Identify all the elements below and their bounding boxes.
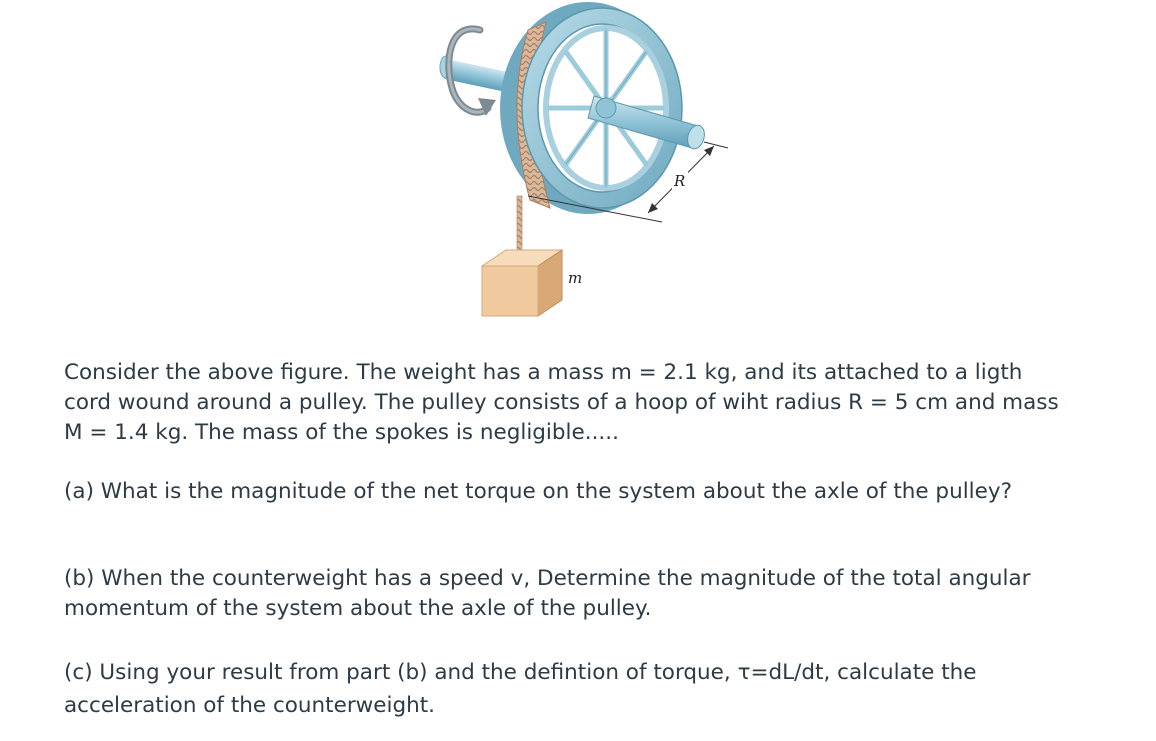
radius-label: R [674,172,686,190]
problem-part-a: (a) What is the magnitude of the net torque on the system about the axle of the pulley? [64,479,1013,504]
problem-intro: Consider the above figure. The weight has a mass m = 2.1 kg, and its attached to a ligth cord wound around a pulley. The pulley consists of a hoop of wiht radius R = 5 cm and mass M = 1.4 kg. The mass of the spokes is negligible..... [64,360,1059,445]
mass-label: m [568,269,583,287]
pulley-diagram [380,0,760,330]
problem-part-b: (b) When the counterweight has a speed v, Determine the magnitude of the total angular momentum of the system about the axle of the pulley. [64,566,1031,621]
pulley-figure [380,0,760,330]
problem-part-c: (c) Using your result from part (b) and the defintion of torque, τ=dL/dt, calculate the acceleration of the counterweight. [64,660,977,718]
mass-block [482,250,582,316]
hanging-cord [517,196,522,258]
